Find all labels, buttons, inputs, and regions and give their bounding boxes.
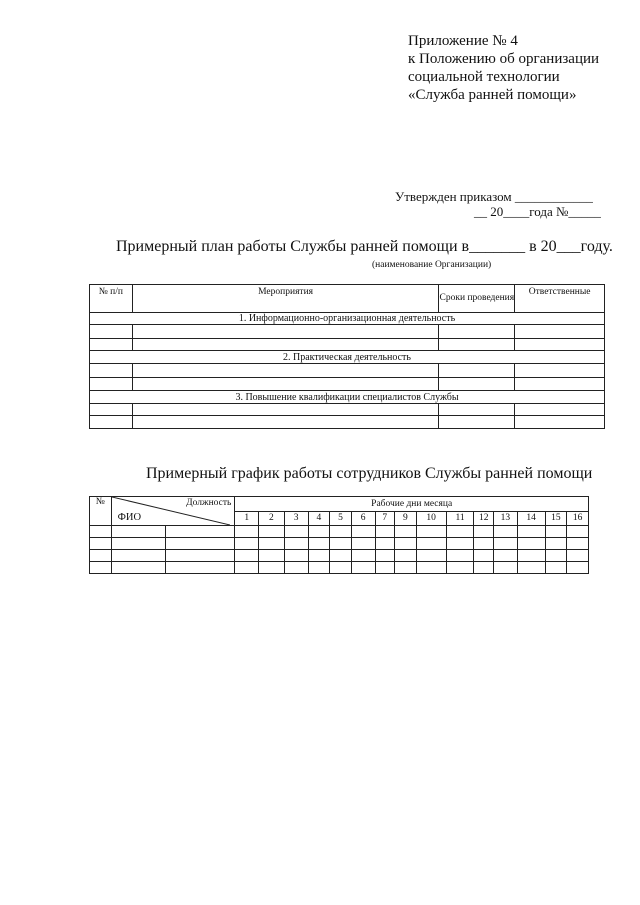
table-cell [132,416,439,429]
table-cell [439,404,515,416]
schedule-table [89,496,589,574]
header-responsible: Ответственные [515,285,605,313]
table-cell [132,339,439,351]
table-cell [351,538,375,550]
table-cell [375,550,395,562]
day-header: 13 [494,511,518,526]
table-cell [284,550,308,562]
table-cell [308,538,330,550]
table-cell [439,339,515,351]
plan-title: Примерный план работы Службы ранней помощи в_______ в 20___году. [116,238,613,255]
table-cell [545,526,567,538]
table-cell [517,526,545,538]
table-cell [474,562,494,574]
table-cell [330,526,352,538]
table-cell [111,550,166,562]
schedule-row [90,562,589,574]
table-cell [567,538,589,550]
section-row: 1. Информационно-организационная деятельность [90,313,605,325]
table-cell [474,550,494,562]
table-cell [439,364,515,378]
schedule-row [90,526,589,538]
table-cell [395,538,417,550]
day-header: 16 [567,511,589,526]
table-cell [330,562,352,574]
table-cell [517,538,545,550]
approved-line: Утвержден приказом ____________ [395,189,593,204]
day-header: 15 [545,511,567,526]
day-header: 1 [235,511,259,526]
table-cell [416,562,446,574]
table-cell [111,538,166,550]
table-cell [90,526,112,538]
table-cell [494,550,518,562]
header-position: Должность [186,498,232,508]
table-cell [395,562,417,574]
table-cell [351,562,375,574]
table-cell [416,538,446,550]
table-cell [90,550,112,562]
table-cell [545,538,567,550]
appendix-line: к Положению об организации [408,51,600,67]
table-cell [494,562,518,574]
table-cell [395,526,417,538]
table-cell [90,538,112,550]
table-cell [515,404,605,416]
table-cell [515,325,605,339]
table-cell [446,562,474,574]
table-cell [446,526,474,538]
table-cell [351,550,375,562]
table-cell [439,378,515,391]
table-cell [474,526,494,538]
day-header: 5 [330,511,352,526]
table-cell [90,364,133,378]
table-cell [259,550,285,562]
table-cell [446,550,474,562]
day-header: 11 [446,511,474,526]
table-cell [567,550,589,562]
table-cell [235,526,259,538]
table-cell [235,538,259,550]
table-cell [545,550,567,562]
day-header: 4 [308,511,330,526]
table-cell [259,526,285,538]
header-terms: Сроки проведения [439,285,515,313]
plan-subtitle: (наименование Организации) [372,260,492,270]
table-cell [259,562,285,574]
table-cell [90,562,112,574]
plan-table [89,284,605,429]
table-cell [330,538,352,550]
table-cell [284,562,308,574]
table-cell [166,526,235,538]
schedule-title: Примерный график работы сотрудников Службы ранней помощи [146,465,593,482]
table-cell [515,378,605,391]
table-cell [494,526,518,538]
table-cell [111,526,166,538]
table-cell [90,416,133,429]
table-cell [439,325,515,339]
table-cell [132,325,439,339]
table-cell [235,550,259,562]
table-cell [284,538,308,550]
table-cell [166,550,235,562]
table-cell [375,538,395,550]
table-cell [132,404,439,416]
table-cell [416,526,446,538]
appendix-line: «Служба ранней помощи» [408,87,577,103]
table-cell [416,550,446,562]
table-cell [90,325,133,339]
table-cell [375,562,395,574]
header-name: ФИО [117,512,142,523]
header-num: № [90,497,112,526]
table-cell [494,538,518,550]
header-num: № п/п [90,285,133,313]
table-cell [132,378,439,391]
table-cell [545,562,567,574]
section-row: 2. Практическая деятельность [90,351,605,364]
table-cell [90,404,133,416]
table-cell [330,550,352,562]
table-cell [166,538,235,550]
schedule-row [90,550,589,562]
table-cell [235,562,259,574]
header-activity: Мероприятия [132,285,439,313]
table-cell [308,562,330,574]
appendix-header [408,32,599,104]
section-row: 3. Повышение квалификации специалистов Службы [90,391,605,404]
approved-date-line: __ 20____года №_____ [474,204,601,219]
table-cell [351,526,375,538]
table-cell [308,526,330,538]
table-cell [474,538,494,550]
day-header: 2 [259,511,285,526]
schedule-row [90,538,589,550]
table-cell [166,562,235,574]
table-cell [375,526,395,538]
table-cell [515,416,605,429]
day-header: 7 [375,511,395,526]
day-header: 3 [284,511,308,526]
table-cell [90,378,133,391]
table-cell [567,562,589,574]
table-cell [515,339,605,351]
table-cell [259,538,285,550]
day-header: 10 [416,511,446,526]
header-days-label: Рабочие дни месяца [235,497,589,512]
table-cell [284,526,308,538]
appendix-line: социальной технологии [408,69,560,85]
table-cell [515,364,605,378]
table-cell [446,538,474,550]
day-header: 12 [474,511,494,526]
table-cell [132,364,439,378]
appendix-line: Приложение № 4 [408,33,518,49]
day-header: 14 [517,511,545,526]
day-header: 6 [351,511,375,526]
table-cell [395,550,417,562]
table-cell [111,562,166,574]
table-cell [439,416,515,429]
table-cell [567,526,589,538]
day-header: 9 [395,511,417,526]
table-cell [308,550,330,562]
header-diagonal [111,497,235,526]
table-cell [517,562,545,574]
table-cell [517,550,545,562]
table-cell [90,339,133,351]
